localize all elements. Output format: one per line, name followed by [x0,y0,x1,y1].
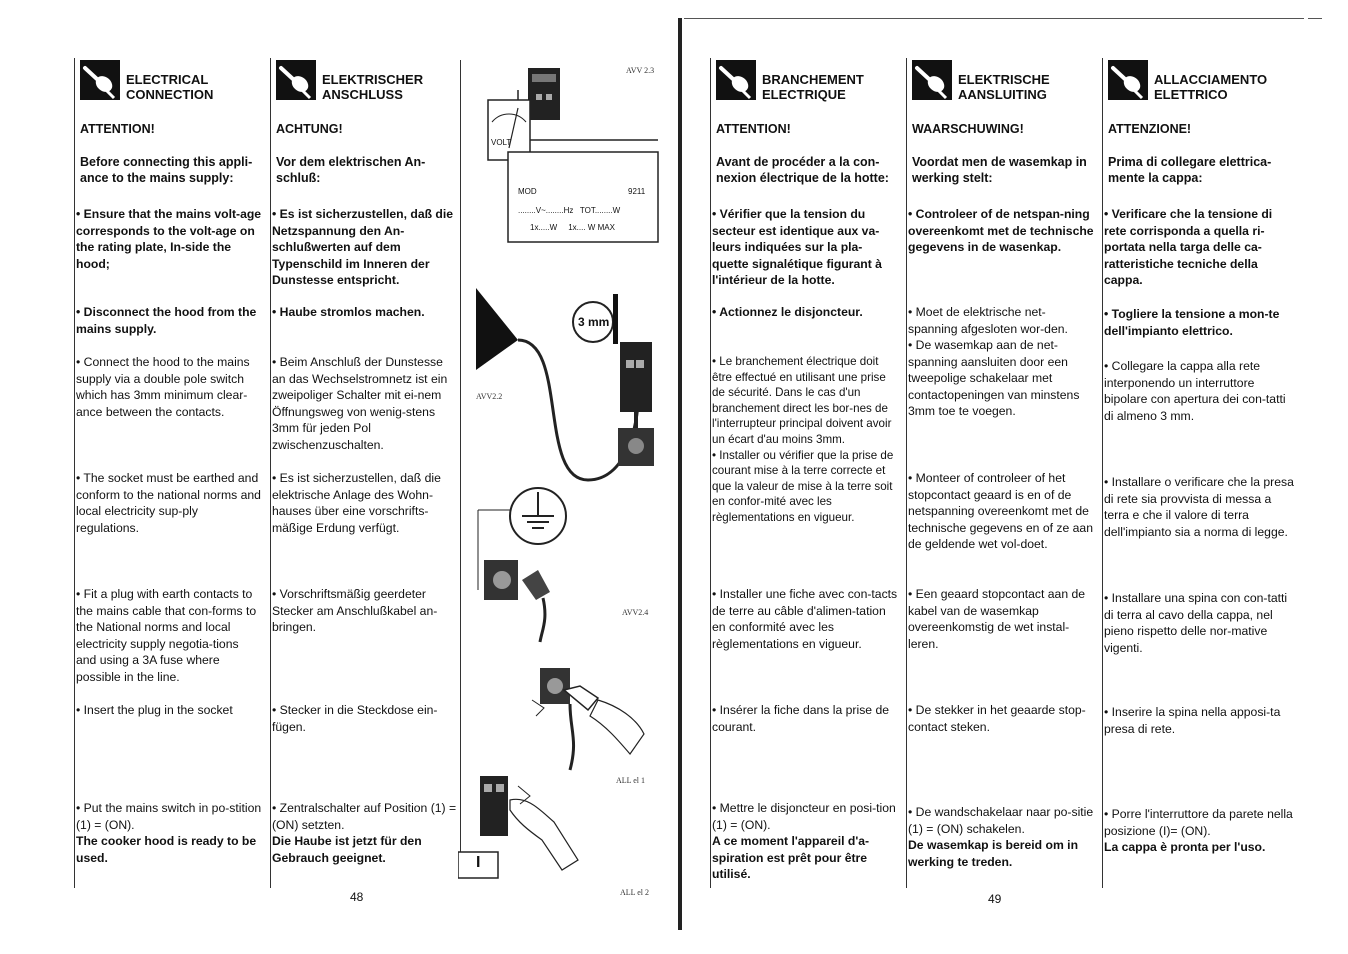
plate-model-label: MOD [518,187,537,196]
plug-icon [80,60,120,100]
section-header [912,58,1094,108]
plug-icon [912,60,952,100]
step-7-text: • Put the mains switch in po-stition (1) = (ON). [76,801,262,832]
figure-label: ALL el 2 [620,888,650,897]
attention-label: ATTENZIONE! [1108,122,1192,136]
figure-label: ALL el 1 [616,776,646,785]
figure-label: AVV2.2 [476,392,503,401]
section-header [1108,58,1294,108]
step-4: • Installer une fiche avec con-tacts de terre au câble d'alimen-tation en conformité avec les règlementations en vigueur. [712,587,898,651]
intro-text: Prima di collegare elettrica-mente la cappa: [1108,155,1272,185]
attention-label: ATTENTION! [80,122,155,136]
step-7 [1104,806,1294,856]
column-french [712,58,898,881]
column-english [76,58,262,865]
column-divider [74,58,75,888]
step-7-text: • Zentralschalter auf Position (1) = (ON) setzten. [272,801,457,832]
step-5: • Vorschriftsmäßig geerdeter Stecker am Anschlußkabel an-bringen. [272,587,438,634]
rating-plate-figure [458,60,668,250]
figure-label: AVV 2.3 [626,66,655,75]
step-1: • Verificare che la tensione di rete corrisponda a quella ri-portata nella targa delle ca-ratteristiche tecniche della cappa. [1104,207,1273,287]
plate-code: 9211 [628,187,646,196]
attention-label: WAARSCHUWING! [912,122,1024,136]
step-1: • Es ist sicherzustellen, daß die Netzspannung den An-schlußwerten auf dem Typenschild im Inneren der Dunstesse entspricht. [272,207,454,287]
double-pole-switch-figure [458,280,668,500]
step-4: • Installare o verificare che la presa di rete sia provvista di messa a terra e che il valore di terra dell'impianto sia a norma di legge. [1104,475,1294,539]
step-6 [908,804,1094,870]
column-dutch [908,58,1094,869]
section-title: ELEKTRISCHE AANSLUITING [958,72,1050,102]
intro-text: Before connecting this appli-ance to the mains supply: [80,155,253,185]
final-statement: A ce moment l'appareil d'a-spiration est prêt pour être utilisé. [712,834,870,881]
section-title: ELECTRICAL CONNECTION [126,72,214,102]
section-title: ALLACCIAMENTO ELETTRICO [1154,72,1268,102]
left-page [0,0,672,954]
step-1: • Vérifier que la tension du secteur est identique aux va-leurs indiquées sur la pla-quette signalétique figurant à l'intérieur de la hotte. [712,207,882,287]
step-6-text: • Mettre le disjoncteur en posi-tion (1) = (ON). [712,801,896,832]
figure-label: AVV2.4 [622,608,649,617]
step-2: • Disconnect the hood from the mains supply. [76,305,257,336]
right-page [672,0,1348,954]
step-6 [712,800,898,883]
step-3: • Monteer of controleer of het stopcontact geaard is en of de netspanning overeenkomt met de technische gegevens en of ze aan de geldende wet vol-doet. [908,471,1093,551]
step-3: • Connect the hood to the mains supply via a double pole switch which has 3mm minimum clear-ance between the contacts. [76,355,250,419]
illustrations [458,60,668,900]
step-3: • Collegare la cappa alla rete interponendo un interruttore bipolare con apertura dei con-tatti di almeno 3 mm. [1104,359,1286,423]
plate-line-1: ........V~........Hz TOT........W [518,206,621,215]
step-5: • Insérer la fiche dans la prise de courant. [712,703,890,734]
earthed-socket-figure [458,480,668,650]
attention-label: ATTENTION! [716,122,791,136]
plug-icon [716,60,756,100]
plate-line-2: 1x.....W 1x.... W MAX [530,223,615,232]
step-7 [272,800,458,866]
step-2: • Moet de elektrische net-spanning afgesloten wor-den. • De wasemkap aan de net-spanning aansluiten door een tweepolige schakelaar met contactopeningen van minstens 3mm toe te voegen. [908,305,1080,418]
final-statement: The cooker hood is ready to be used. [76,834,257,865]
step-6-text: • De wandschakelaar naar po-sitie (1) = (ON) schakelen. [908,805,1094,836]
step-7-text: • Porre l'interruttore da parete nella posizione (I)= (ON). [1104,807,1293,838]
section-title: BRANCHEMENT ELECTRIQUE [762,72,864,102]
attention-label: ACHTUNG! [276,122,343,136]
section-title: ELEKTRISCHER ANSCHLUSS [322,72,424,102]
step-3: • Le branchement électrique doit être effectué en utilisant une prise de sécurité. Dans le cas d'un branchement direct les bor-nes de l'interrupteur principal doivent avoir un écart d'au moins 3mm. • Installer ou vérifier que la prise de courant mise à la terre correcte et que la valeur de mise à la terre soit en confor-mité avec les règlementations en vigueur. [712,355,894,524]
plug-icon [276,60,316,100]
step-5: • Fit a plug with earth contacts to the mains cable that con-forms to the National norms and local electricity supply negotia-tions and using a 3A fuse where possible in the line. [76,587,257,684]
column-divider [270,58,271,888]
main-switch-figure [458,770,668,890]
column-divider [906,58,907,888]
section-header [716,58,898,108]
step-6: • Insert the plug in the socket [76,703,233,717]
step-2: • Togliere la tensione a mon-te dell'impianto elettrico. [1104,307,1280,338]
final-statement: De wasemkap is bereid om in werking te treden. [908,838,1079,869]
intro-text: Vor dem elektrischen An-schluß: [276,155,426,185]
volt-label: VOLT [491,138,512,147]
step-2: • Actionnez le disjoncteur. [712,305,863,319]
insert-plug-figure [518,660,668,780]
step-4: • Es ist sicherzustellen, daß die elektrische Anlage des Wohn-hauses über eine vorschrifts-mäßige Erdung verfügt. [272,471,441,535]
intro-text: Voordat men de wasemkap in werking stelt: [912,155,1087,185]
step-1: • Ensure that the mains volt-age corresponds to the volt-age on the rating plate, In-side the hood; [76,207,262,271]
final-statement: La cappa è pronta per l'uso. [1104,840,1266,854]
section-header [80,58,262,108]
intro-text: Avant de procéder a la con-nexion électrique de la hotte: [716,155,889,185]
section-header [276,58,458,108]
gap-label: 3 mm [578,315,610,329]
plug-icon [1108,60,1148,100]
step-3: • Beim Anschluß der Dunstesse an das Wechselstromnetz ist ein zweipoliger Schalter mit ei-nem Öffnungsweg von wenig-stens 3mm für jeden Pol zwischenzuschalten. [272,355,448,452]
column-divider [1102,58,1103,888]
step-7 [76,800,262,866]
step-6: • Inserire la spina nella apposi-ta presa di rete. [1104,705,1281,736]
step-2: • Haube stromlos machen. [272,305,425,319]
final-statement: Die Haube ist jetzt für den Gebrauch geeignet. [272,834,422,865]
step-4: • The socket must be earthed and conform to the national norms and local electricity sup-ply regulations. [76,471,261,535]
step-1: • Controleer of de netspan-ning overeenkomt met de technische gegevens in de wasenkap. [908,207,1094,254]
step-4: • Een geaard stopcontact aan de kabel van de wasemkap overeenkomstig de wet instal-leren. [908,587,1086,651]
column-italian [1104,58,1294,854]
column-german [272,58,458,865]
column-divider [710,58,711,888]
step-5: • Installare una spina con con-tatti di terra al cavo della cappa, nel pieno rispetto delle nor-mative vigenti. [1104,591,1288,655]
page-number: 48 [350,890,364,904]
step-6: • Stecker in die Steckdose ein-fügen. [272,703,438,734]
page-number: 49 [988,892,1002,906]
switch-on-label: I [476,854,481,871]
step-5: • De stekker in het geaarde stop-contact steken. [908,703,1086,734]
